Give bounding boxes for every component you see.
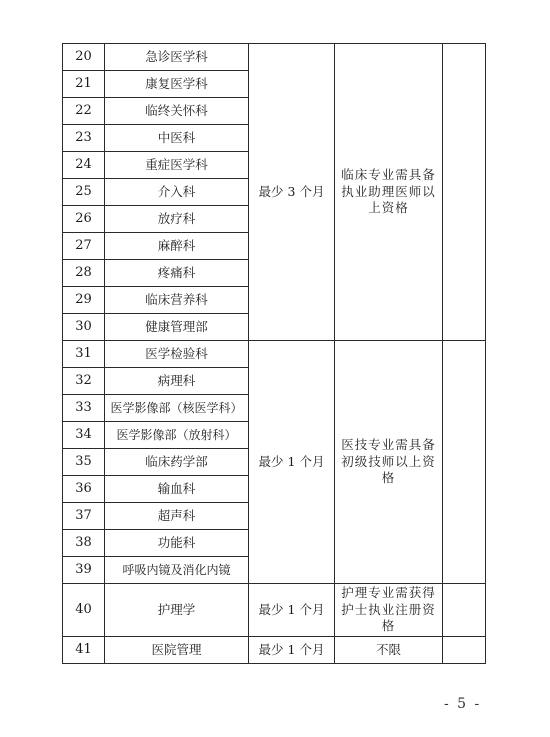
department-name: 疼痛科: [105, 260, 249, 287]
department-name: 医院管理: [105, 637, 249, 664]
department-name: 输血科: [105, 476, 249, 503]
department-name: 急诊医学科: [105, 44, 249, 71]
rotation-duration: 最少 3 个月: [249, 44, 335, 341]
rotation-duration: 最少 1 个月: [249, 637, 335, 664]
department-name: 呼吸内镜及消化内镜: [105, 557, 249, 584]
department-name: 麻醉科: [105, 233, 249, 260]
row-number: 27: [63, 233, 105, 260]
department-table: [62, 43, 486, 664]
row-number: 39: [63, 557, 105, 584]
row-number: 24: [63, 152, 105, 179]
blank-cell: [443, 341, 486, 584]
table-row: [63, 584, 486, 637]
table-row: [63, 341, 486, 368]
qualification-requirement: 医技专业需具备初级技师以上资格: [335, 341, 443, 584]
row-number: 22: [63, 98, 105, 125]
department-name: 医学影像部（放射科）: [105, 422, 249, 449]
row-number: 41: [63, 637, 105, 664]
blank-cell: [443, 44, 486, 341]
qualification-requirement: 临床专业需具备执业助理医师以上资格: [335, 44, 443, 341]
department-name: 医学影像部（核医学科）: [105, 395, 249, 422]
blank-cell: [443, 637, 486, 664]
department-name: 健康管理部: [105, 314, 249, 341]
row-number: 20: [63, 44, 105, 71]
row-number: 29: [63, 287, 105, 314]
row-number: 38: [63, 530, 105, 557]
department-name: 医学检验科: [105, 341, 249, 368]
row-number: 34: [63, 422, 105, 449]
qualification-requirement: 护理专业需获得护士执业注册资格: [335, 584, 443, 637]
rotation-duration: 最少 1 个月: [249, 341, 335, 584]
department-name: 护理学: [105, 584, 249, 637]
department-name: 超声科: [105, 503, 249, 530]
row-number: 26: [63, 206, 105, 233]
row-number: 31: [63, 341, 105, 368]
department-name: 康复医学科: [105, 71, 249, 98]
row-number: 30: [63, 314, 105, 341]
row-number: 33: [63, 395, 105, 422]
department-name: 临床药学部: [105, 449, 249, 476]
table-row: [63, 44, 486, 71]
row-number: 36: [63, 476, 105, 503]
department-name: 重症医学科: [105, 152, 249, 179]
row-number: 40: [63, 584, 105, 637]
row-number: 35: [63, 449, 105, 476]
department-name: 病理科: [105, 368, 249, 395]
department-name: 临终关怀科: [105, 98, 249, 125]
department-name: 介入科: [105, 179, 249, 206]
blank-cell: [443, 584, 486, 637]
row-number: 23: [63, 125, 105, 152]
department-name: 放疗科: [105, 206, 249, 233]
qualification-requirement: 不限: [335, 637, 443, 664]
row-number: 21: [63, 71, 105, 98]
row-number: 28: [63, 260, 105, 287]
page-number: - 5 -: [444, 696, 482, 712]
department-name: 功能科: [105, 530, 249, 557]
row-number: 37: [63, 503, 105, 530]
department-name: 临床营养科: [105, 287, 249, 314]
row-number: 25: [63, 179, 105, 206]
table-row: [63, 637, 486, 664]
department-name: 中医科: [105, 125, 249, 152]
rotation-duration: 最少 1 个月: [249, 584, 335, 637]
row-number: 32: [63, 368, 105, 395]
